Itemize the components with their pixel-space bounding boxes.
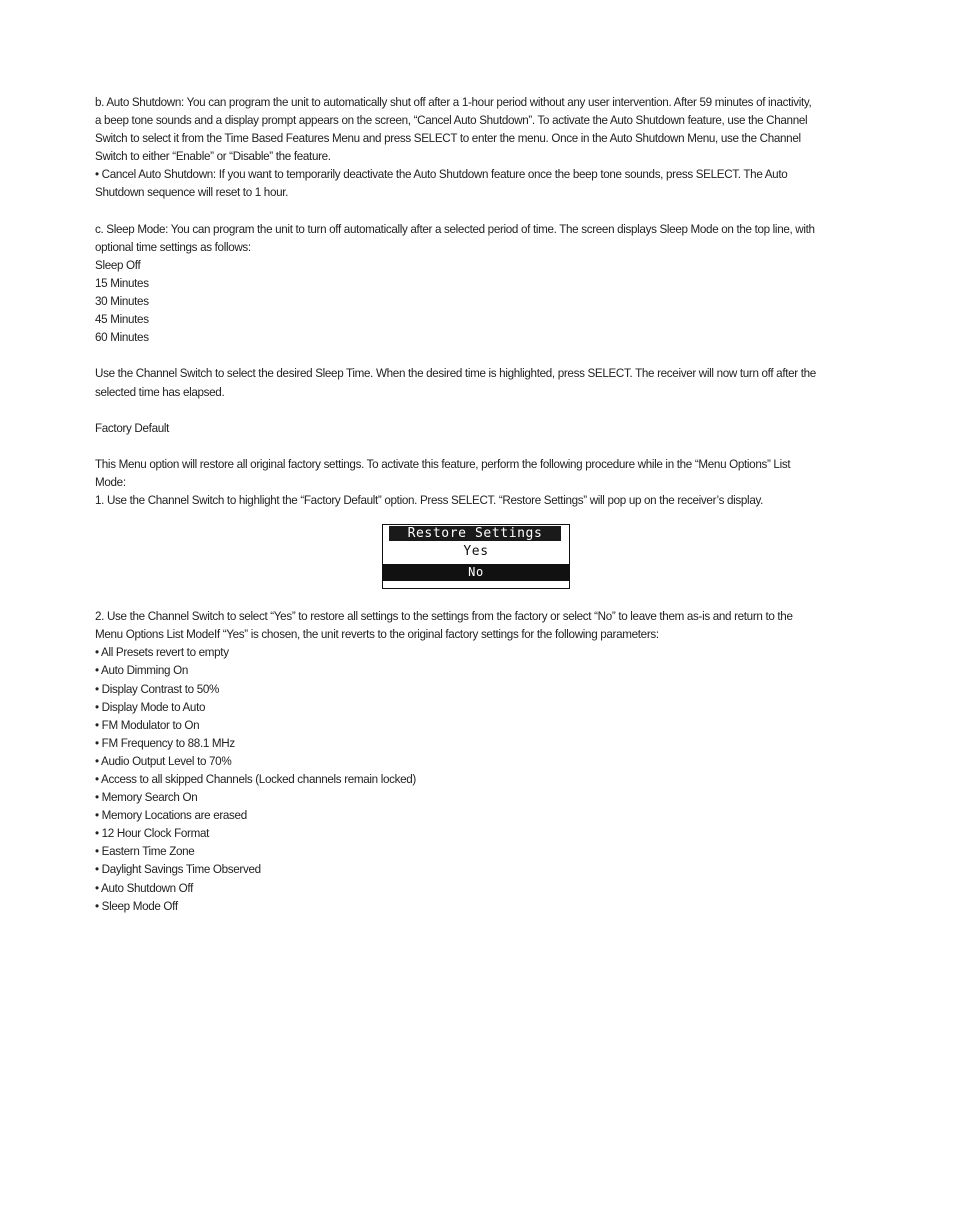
- parameter-item: • Sleep Mode Off: [95, 898, 178, 913]
- parameter-item: • All Presets revert to empty: [95, 645, 229, 660]
- receiver-display-figure: [382, 524, 570, 589]
- sleep-mode-paragraph: c. Sleep Mode: You can program the unit to turn off automatically after a selected period of time. The screen displays Sleep Mode on the top line, with optional time settings as follows:: [95, 221, 815, 254]
- spacer: [95, 346, 819, 364]
- lcd-screen: [382, 524, 570, 589]
- sleep-mode-instructions: Use the Channel Switch to select the desired Sleep Time. When the desired time is highlighted, press SELECT. The receiver will now turn off after the selected time has elapsed.: [95, 366, 816, 399]
- lcd-option-no-highlighted: No: [383, 564, 569, 581]
- parameter-item: • Display Contrast to 50%: [95, 681, 220, 696]
- parameter-item: • Memory Search On: [95, 790, 198, 805]
- sleep-option: 45 Minutes: [95, 312, 149, 327]
- spacer: [95, 437, 819, 455]
- factory-default-intro: This Menu option will restore all original factory settings. To activate this feature, perform the following procedure while in the “Menu Options” List Mode:: [95, 456, 791, 489]
- lcd-option-yes: Yes: [463, 544, 489, 559]
- parameter-item: • Auto Dimming On: [95, 663, 189, 678]
- parameter-item: • 12 Hour Clock Format: [95, 826, 210, 841]
- spacer: [95, 401, 819, 419]
- factory-default-heading: Factory Default: [95, 420, 170, 435]
- parameter-item: • Eastern Time Zone: [95, 844, 195, 859]
- factory-default-step-2: 2. Use the Channel Switch to select “Yes” to restore all settings to the settings from the factory or select “No” to leave them as-is and return to the Menu Options List ModeIf “Yes” is chosen, the unit reverts to the original factory settings for the following parameters:: [95, 609, 793, 642]
- manual-page: [95, 93, 819, 915]
- parameter-item: • Auto Shutdown Off: [95, 880, 193, 895]
- sleep-option: 60 Minutes: [95, 330, 149, 345]
- sleep-option: 15 Minutes: [95, 275, 149, 290]
- parameter-item: • FM Modulator to On: [95, 717, 200, 732]
- lcd-title: Restore Settings: [389, 526, 561, 541]
- factory-default-step-1: 1. Use the Channel Switch to highlight the “Factory Default” option. Press SELECT. “Restore Settings” will pop up on the receiver’s display.: [95, 493, 764, 508]
- sleep-option: 30 Minutes: [95, 294, 149, 309]
- parameter-item: • Display Mode to Auto: [95, 699, 206, 714]
- parameter-item: • FM Frequency to 88.1 MHz: [95, 735, 235, 750]
- parameter-item: • Audio Output Level to 70%: [95, 753, 232, 768]
- cancel-auto-shutdown-note: • Cancel Auto Shutdown: If you want to temporarily deactivate the Auto Shutdown feature once the beep tone sounds, press SELECT. The Auto Shutdown sequence will reset to 1 hour.: [95, 167, 788, 200]
- spacer: [95, 202, 819, 220]
- auto-shutdown-paragraph: b. Auto Shutdown: You can program the unit to automatically shut off after a 1-hour period without any user intervention. After 59 minutes of inactivity, a beep tone sounds and a display prompt appears on the screen, “Cancel Auto Shutdown”. To activate the Auto Shutdown feature, use the Channel Switch to select it from the Time Based Features Menu and press SELECT to enter the menu. Once in the Auto Shutdown Menu, use the Channel Switch to either “Enable” or “Disable” the feature.: [95, 95, 812, 164]
- parameter-item: • Access to all skipped Channels (Locked channels remain locked): [95, 772, 416, 786]
- parameter-item: • Daylight Savings Time Observed: [95, 862, 261, 877]
- sleep-option: Sleep Off: [95, 257, 141, 272]
- parameter-item: • Memory Locations are erased: [95, 808, 247, 823]
